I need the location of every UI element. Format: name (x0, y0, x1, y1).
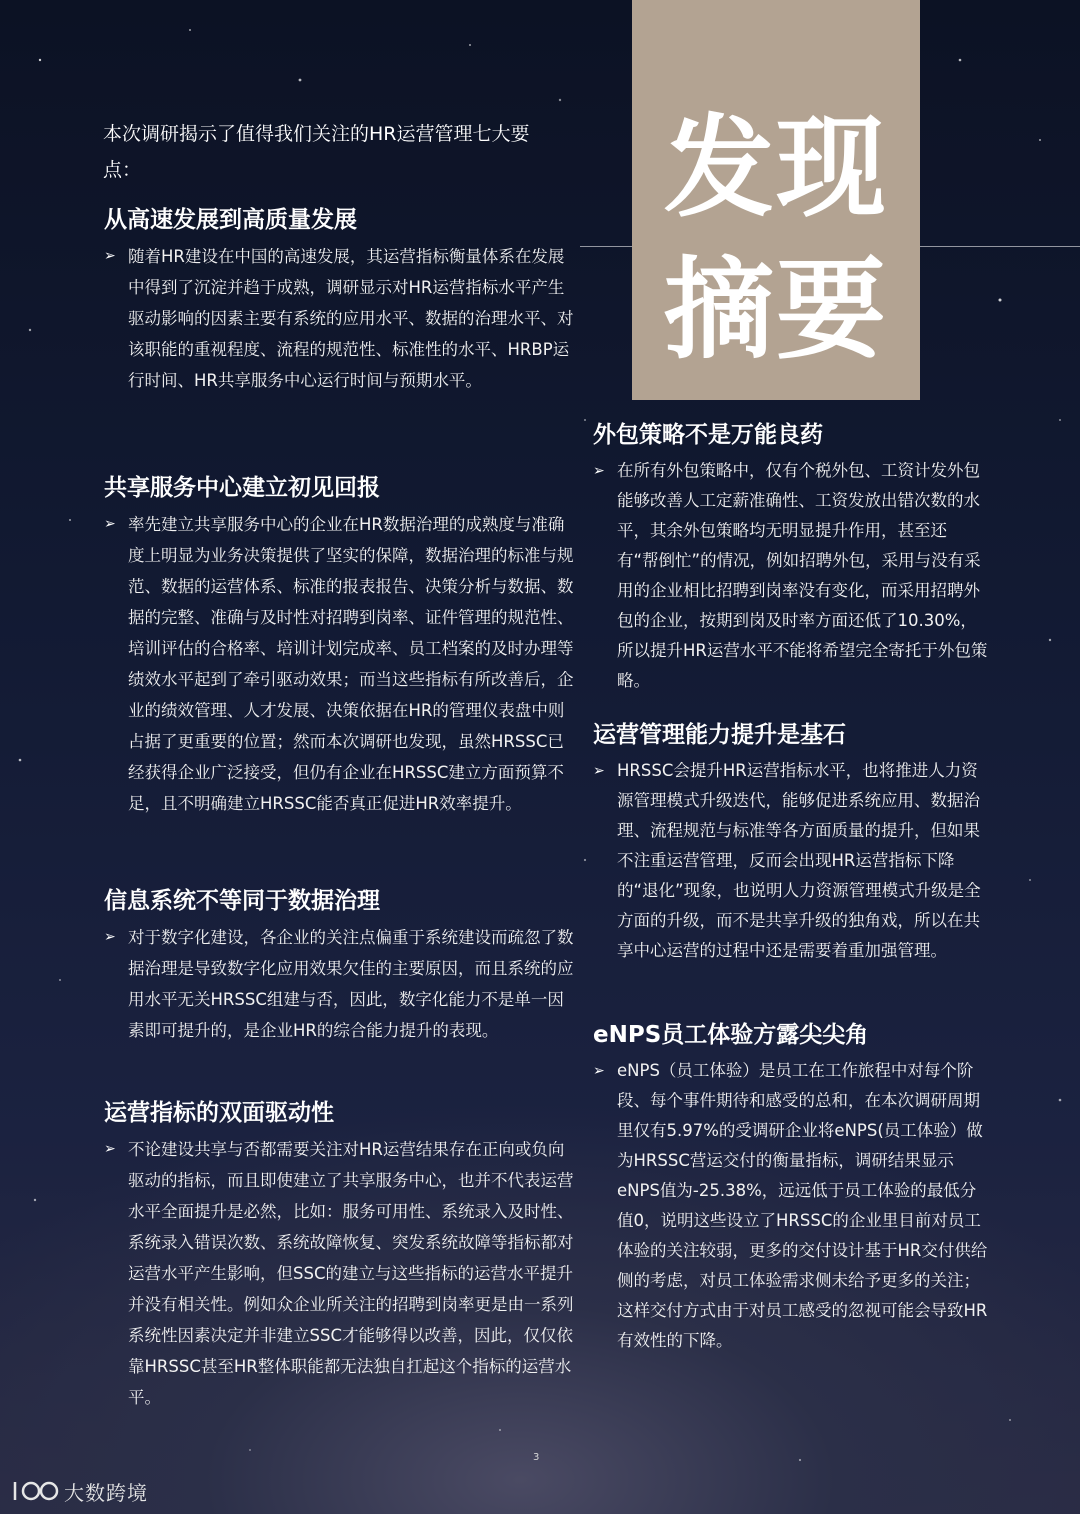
section-operations (593, 720, 988, 966)
bullet-item (104, 509, 574, 819)
section-outsourcing (593, 420, 988, 696)
arrow-bullet-icon: ➢ (104, 1141, 116, 1157)
intro-text: 本次调研揭示了值得我们关注的HR运营管理七大要点： (103, 123, 530, 181)
title-line-1: 发现 (664, 104, 888, 232)
bullet-text: 对于数字化建设，各企业的关注点偏重于系统建设而疏忽了数据治理是导致数字化应用效果欠佳的主要原因，而且系统的应用水平无关HRSSC组建与否，因此，数字化能力不是单一因素即可提升的，是企业HR的综合能力提升的表现。 (128, 928, 574, 1040)
section-title: eNPS员工体验方露尖尖角 (593, 1022, 869, 1048)
bullet-item (104, 1134, 574, 1413)
bullet-text: 随着HR建设在中国的高速发展，其运营指标衡量体系在发展中得到了沉淀并趋于成熟，调研显示对HR运营指标水平产生驱动影响的因素主要有系统的应用水平、数据的治理水平、对该职能的重视程度、流程的规范性、标准性的水平、HRBP运行时间、HR共享服务中心运行时间与预期水平。 (128, 247, 574, 390)
section-info-system (104, 886, 574, 1046)
section-enps (593, 1020, 988, 1356)
arrow-bullet-icon: ➢ (104, 248, 116, 264)
bullet-text: 率先建立共享服务中心的企业在HR数据治理的成熟度与准确度上明显为业务决策提供了坚实的保障，数据治理的标准与规范、数据的运营体系、标准的报表报告、决策分析与数据、数据的完整、准确与及时性对招聘到岗率、证件管理的规范性、培训评估的合格率、培训计划完成率、员工档案的及时办理等绩效水平起到了牵引驱动效果；而当这些指标有所改善后，企业的绩效管理、人才发展、决策依据在HR的管理仪表盘中则占据了更重要的位置；然而本次调研也发现，虽然HRSSC已经获得企业广泛接受，但仍有企业在HRSSC建立方面预算不足，且不明确建立HRSSC能否真正促进HR效率提升。 (128, 515, 574, 813)
arrow-bullet-icon: ➢ (104, 929, 116, 945)
arrow-bullet-icon: ➢ (593, 463, 605, 479)
bullet-text: 不论建设共享与否都需要关注对HR运营结果存在正向或负向驱动的指标，而且即使建立了共享服务中心，也并不代表运营水平全面提升是必然，比如：服务可用性、系统录入及时性、系统录入错误次数、系统故障恢复、突发系统故障等指标都对运营水平产生影响，但SSC的建立与这些指标的运营水平提升并没有相关性。例如众企业所关注的招聘到岗率更是由一系列系统性因素决定并非建立SSC才能够得以改善，因此，仅仅依靠HRSSC甚至HR整体职能都无法独自扛起这个指标的运营水平。 (128, 1140, 574, 1407)
title-block (632, 0, 920, 400)
bullet-text: HRSSC会提升HR运营指标水平，也将推进人力资源管理模式升级迭代，能够促进系统应用、数据治理、流程规范与标准等各方面质量的提升，但如果不注重运营管理，反而会出现HR运营指标下降的“退化”现象，也说明人力资源管理模式升级是全方面的升级，而不是共享升级的独角戏，所以在共享中心运营的过程中还是需要着重加强管理。 (617, 761, 981, 960)
arrow-bullet-icon: ➢ (593, 763, 605, 779)
section-title: 信息系统不等同于数据治理 (104, 888, 380, 914)
section-title: 共享服务中心建立初见回报 (104, 475, 380, 501)
bullet-item (593, 1056, 988, 1356)
page-number: 3 (533, 1452, 540, 1463)
brand-logo-text: 大数跨境 (64, 1480, 148, 1505)
bullet-item (593, 456, 988, 696)
section-dual-drive (104, 1098, 574, 1413)
arrow-bullet-icon: ➢ (593, 1063, 605, 1079)
section-title: 运营管理能力提升是基石 (593, 722, 846, 748)
bullet-text: eNPS（员工体验）是员工在工作旅程中对每个阶段、每个事件期待和感受的总和，在本次调研周期里仅有5.97%的受调研企业将eNPS(员工体验）做为HRSSC营运交付的衡量指标，调研结果显示eNPS值为-25.38%，远远低于员工体验的最低分值0，说明这些设立了HRSSC的企业里目前对员工体验的关注较弱，更多的交付设计基于HR交付供给侧的考虑，对员工体验需求侧未给予更多的关注；这样交付方式由于对员工感受的忽视可能会导致HR有效性的下降。 (617, 1061, 988, 1350)
bullet-text: 在所有外包策略中，仅有个税外包、工资计发外包能够改善人工定薪准确性、工资发放出错次数的水平，其余外包策略均无明显提升作用，甚至还有“帮倒忙”的情况，例如招聘外包，采用与没有采用的企业相比招聘到岗率没有变化，而采用招聘外包的企业，按期到岗及时率方面还低了10.30%，所以提升HR运营水平不能将希望完全寄托于外包策略。 (617, 461, 988, 690)
brand-logo-icon (12, 1476, 60, 1506)
bullet-item (104, 922, 574, 1046)
section-title: 从高速发展到高质量发展 (104, 207, 357, 233)
title-line-2: 摘要 (664, 246, 888, 374)
brand-logo (12, 1476, 148, 1506)
arrow-bullet-icon: ➢ (104, 516, 116, 532)
bullet-item (104, 241, 574, 396)
section-title: 外包策略不是万能良药 (593, 422, 823, 448)
bullet-item (593, 756, 988, 966)
section-title: 运营指标的双面驱动性 (104, 1100, 334, 1126)
section-ssc-returns (104, 473, 574, 819)
section-high-quality (104, 205, 574, 396)
